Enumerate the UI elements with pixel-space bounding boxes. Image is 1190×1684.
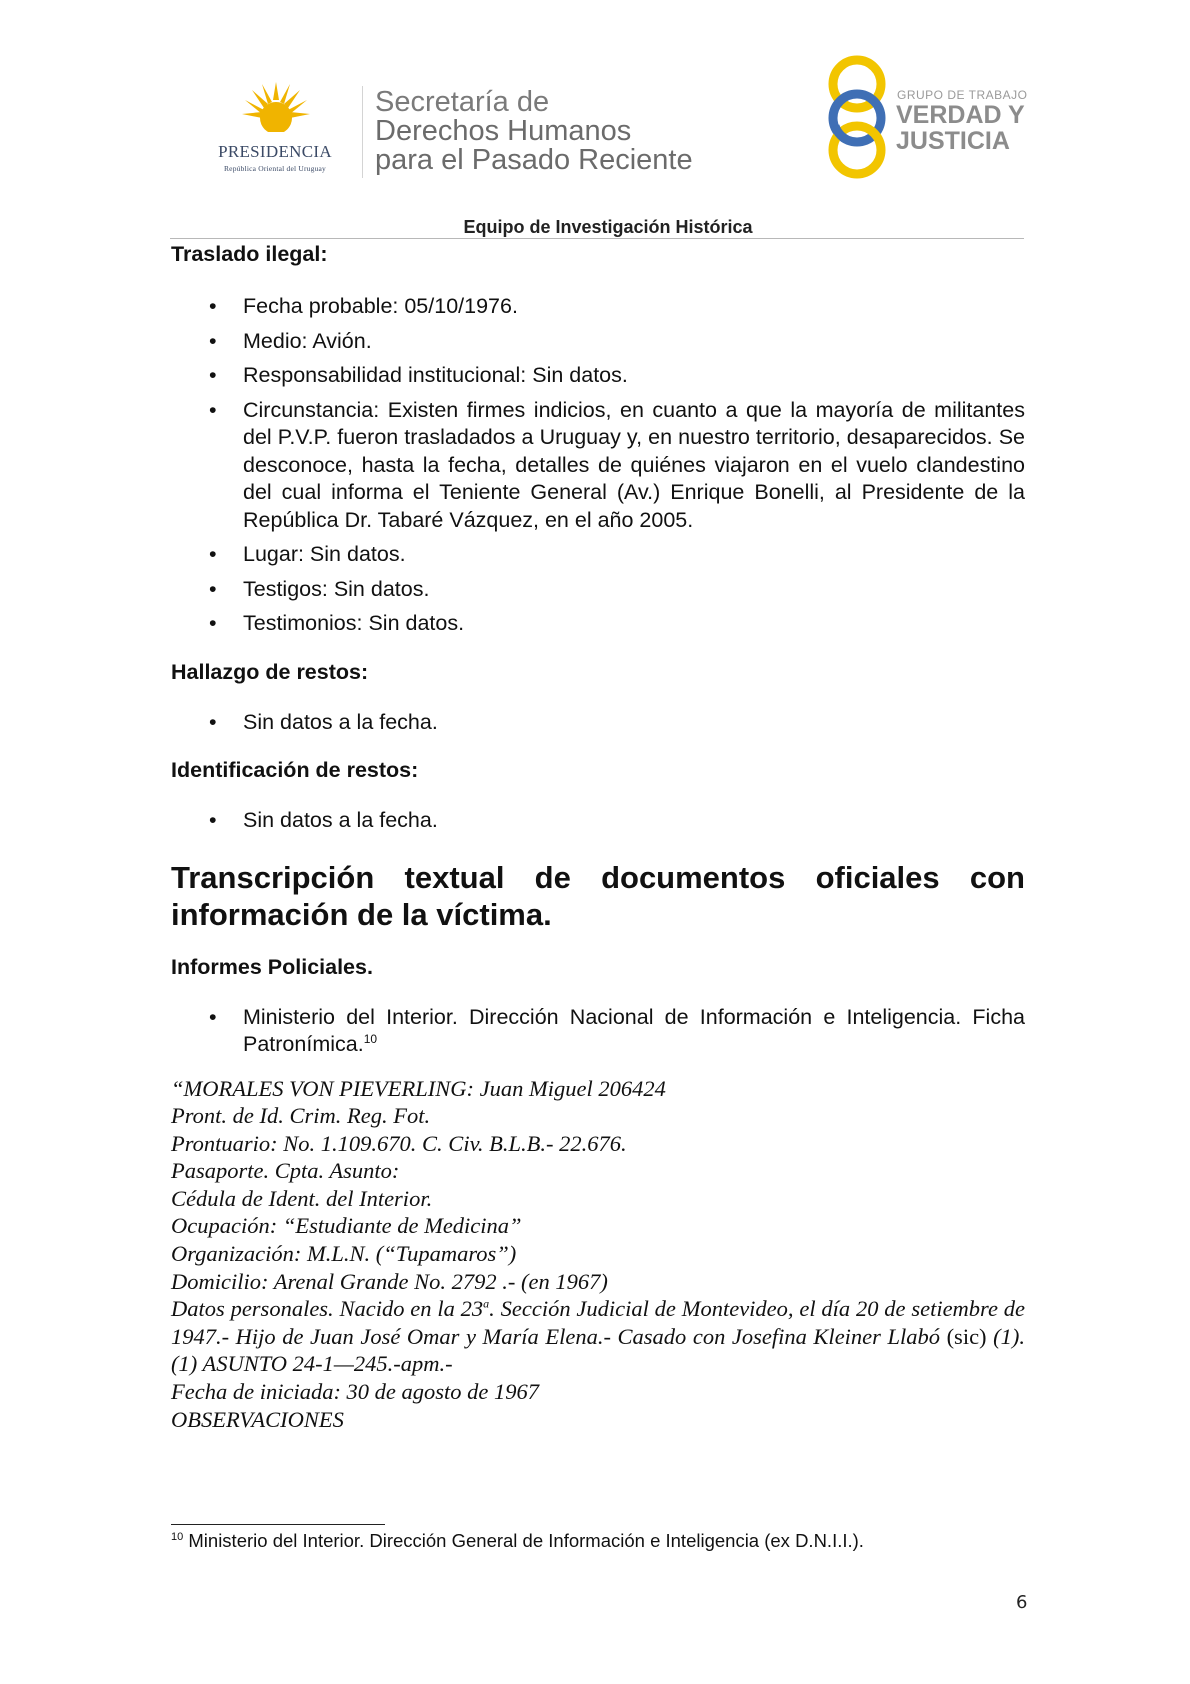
rings-icon — [824, 54, 894, 180]
verdad-justicia-label — [896, 102, 1025, 154]
presidencia-logo — [196, 80, 354, 176]
traslado-list — [171, 293, 1025, 638]
page-header — [0, 0, 1190, 237]
grupo-trabajo-label: GRUPO DE TRABAJO — [897, 88, 1028, 102]
transcripcion-title — [171, 859, 1025, 933]
datos-part-a: Datos personales. Nacido en la 23 — [171, 1296, 484, 1322]
informes-list — [171, 1004, 1025, 1059]
ficha-transcription — [171, 1075, 1025, 1434]
list-item: • Testigos: Sin datos. — [171, 576, 1025, 604]
presidencia-wordmark: PRESIDENCIA — [218, 142, 332, 161]
ficha-line: Pront. de Id. Crim. Reg. Fot. — [171, 1103, 431, 1129]
justicia-line: JUSTICIA — [896, 127, 1010, 155]
list-item: • Fecha probable: 05/10/1976. — [171, 293, 1025, 321]
ficha-line: Ocupación: “Estudiante de Medicina” — [171, 1213, 522, 1239]
secretaria-title — [375, 88, 693, 175]
secretaria-line-3: para el Pasado Reciente — [375, 144, 693, 176]
datos-part-b: . Sección Judicial de Montevideo, el día 20 de setiembre de 1947.- Hijo de Juan José Omar y María Elena.- Casado con Josefina Kleiner Llabó — [171, 1296, 1026, 1349]
list-item: • Lugar: Sin datos. — [171, 541, 1025, 569]
transcripcion-title-line-2: información de la víctima. — [171, 896, 552, 932]
list-item: • Medio: Avión. — [171, 328, 1025, 356]
hallazgo-heading: Hallazgo de restos: — [171, 659, 369, 684]
footnote-rule — [171, 1524, 385, 1525]
footnote-ref: 10 — [363, 1031, 378, 1046]
footnote — [171, 1530, 864, 1552]
ficha-line: Fecha de iniciada: 30 de agosto de 1967 — [171, 1379, 540, 1405]
traslado-heading: Traslado ilegal: — [171, 242, 328, 266]
ficha-line: “MORALES VON PIEVERLING: Juan Miguel 206424 — [171, 1075, 666, 1101]
list-item: • Responsabilidad institucional: Sin datos. — [171, 362, 1025, 390]
datos-part-c: (1). (1) ASUNTO 24-1—245.-apm.- — [171, 1323, 1025, 1377]
sun-emblem-icon — [240, 80, 312, 140]
page-number: 6 — [1016, 1592, 1028, 1613]
informes-heading: Informes Policiales. — [171, 954, 373, 979]
ficha-line: OBSERVACIONES — [171, 1406, 344, 1432]
ficha-datos-personales — [171, 1295, 1025, 1378]
secretaria-line-1: Secretaría de — [375, 86, 550, 118]
logo-divider — [362, 86, 363, 178]
hallazgo-list — [171, 709, 1025, 737]
document-body — [171, 242, 1025, 1433]
ficha-line: Domicilio: Arenal Grande No. 2792 .- (en 1967) — [171, 1268, 608, 1294]
identificacion-heading: Identificación de restos: — [171, 758, 419, 782]
identificacion-list — [171, 807, 1025, 835]
list-item: • Circunstancia: Existen firmes indicios, en cuanto a que la mayoría de militantes del P.V.P. fueron trasladados a Uruguay y, en nuestro territorio, desaparecidos. Se desconoce, hasta la fecha, detalles de quiénes viajaron en el vuelo clandestino del cual informa el Teniente General (Av.) Enrique Bonelli, al Presidente de la República Dr. Tabaré Vázquez, en el año 2005. — [171, 397, 1025, 535]
ficha-line: Prontuario: No. 1.109.670. C. Civ. B.L.B.- 22.676. — [171, 1130, 627, 1156]
list-item: • Sin datos a la fecha. — [171, 709, 1025, 737]
team-title: Equipo de Investigación Histórica — [463, 217, 753, 237]
verdad-line: VERDAD Y — [896, 101, 1025, 129]
transcripcion-title-line-1: Transcripción textual de documentos oficiales con — [171, 859, 1025, 895]
informes-item-text: Ministerio del Interior. Dirección Nacional de Información e Inteligencia. Ficha Patronímica. — [243, 1004, 1025, 1056]
footnote-text: Ministerio del Interior. Dirección General de Información e Inteligencia (ex D.N.I.I.). — [183, 1530, 864, 1551]
datos-sic: (sic) — [940, 1323, 994, 1349]
ficha-line: Organización: M.L.N. (“Tupamaros”) — [171, 1241, 517, 1267]
header-rule — [170, 238, 1024, 239]
list-item: • Testimonios: Sin datos. — [171, 610, 1025, 638]
datos-superscript: a — [483, 1296, 490, 1311]
list-item: • Sin datos a la fecha. — [171, 807, 1025, 835]
grupo-trabajo-logo — [824, 54, 1028, 180]
footnote-number: 10 — [171, 1530, 184, 1543]
ficha-line: Pasaporte. Cpta. Asunto: — [171, 1158, 400, 1184]
presidencia-subtitle: República Oriental del Uruguay — [223, 164, 326, 173]
ficha-line: Cédula de Ident. del Interior. — [171, 1185, 433, 1211]
secretaria-line-2: Derechos Humanos — [375, 115, 632, 147]
list-item — [171, 1004, 1025, 1059]
